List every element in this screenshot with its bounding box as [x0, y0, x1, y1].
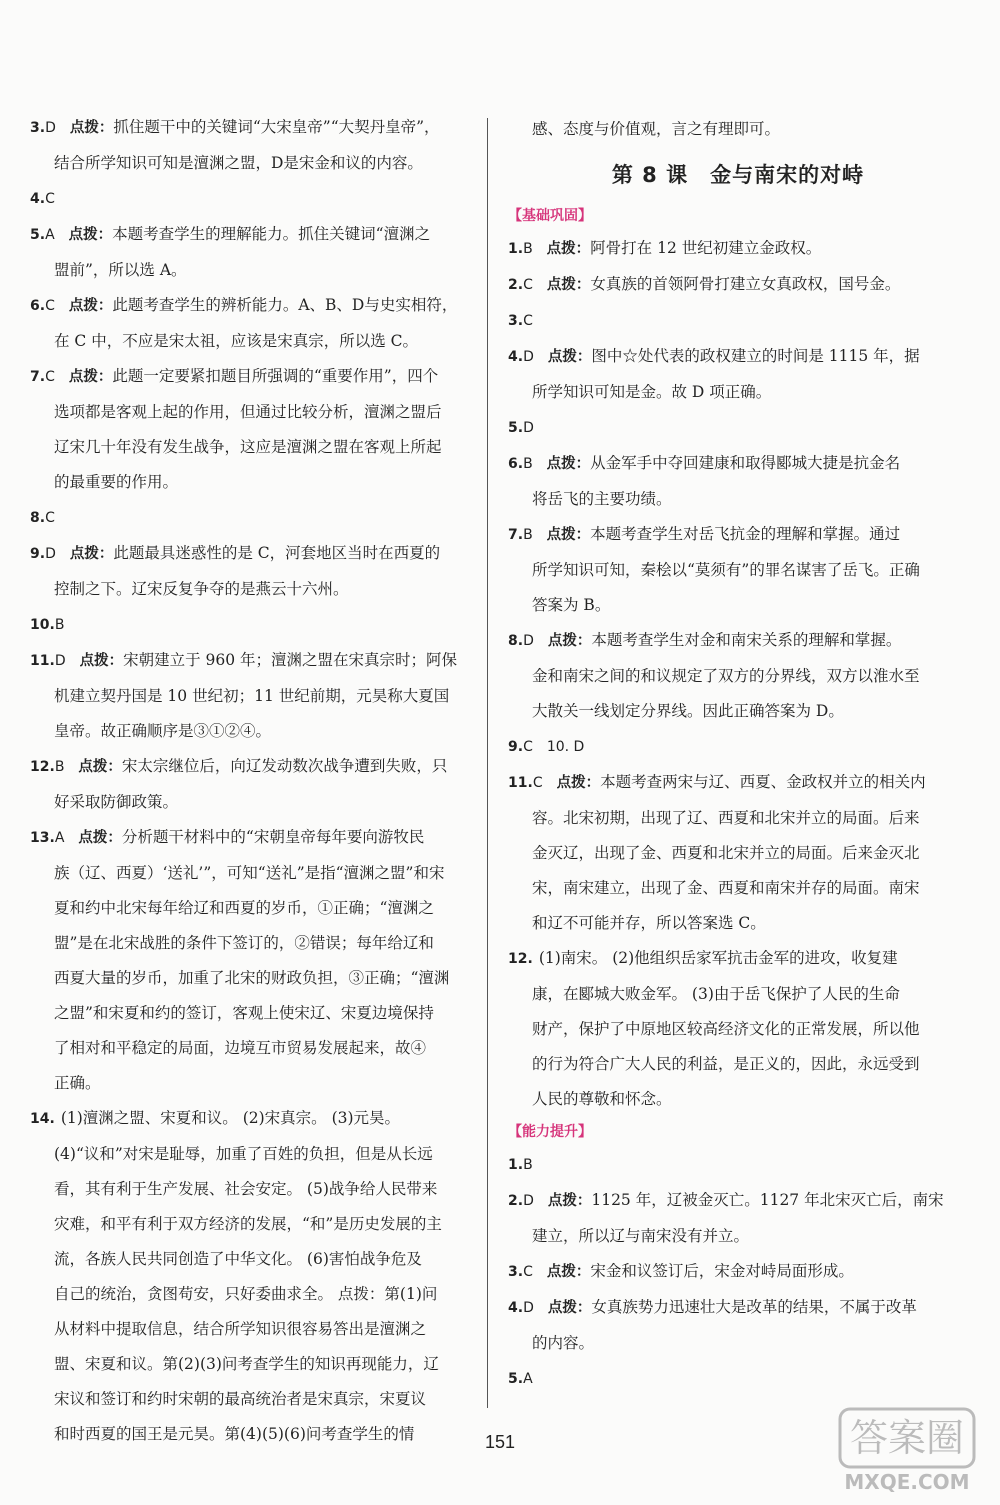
item-answer: B	[523, 456, 533, 472]
explanation-line: 所学知识可知是金。故 D 项正确。	[532, 383, 772, 401]
answer-item	[30, 749, 466, 820]
item-number: 3.	[508, 1264, 524, 1280]
hint-label: 点拨：	[546, 1264, 591, 1280]
explanation-line: 和时西夏的国王是元昊。第(4)(5)(6)问考查学生的情	[54, 1425, 415, 1443]
section-advanced: 【能力提升】	[508, 1124, 592, 1140]
answer-item	[30, 820, 466, 1101]
explanation-line: 宋，南宋建立，出现了金、西夏和南宋并存的局面。南宋	[532, 879, 920, 897]
item-answer: D	[523, 1193, 534, 1209]
answer-item	[508, 941, 968, 1117]
item-number: 10.	[30, 617, 55, 633]
item-number: 1.	[508, 1157, 524, 1173]
answer-item	[30, 500, 466, 536]
item-answer: B	[523, 527, 533, 543]
page-number: 151	[484, 1432, 516, 1452]
answer-item	[30, 1101, 466, 1452]
explanation-line: (1)南宋。 (2)他组织岳家军抗击金军的进攻，收复建	[538, 949, 898, 967]
explanation-line: 答案为 B。	[532, 596, 611, 614]
explanation-line: 所学知识可知，秦桧以“莫须有”的罪名谋害了岳飞。正确	[532, 561, 920, 579]
hint-label: 点拨：	[547, 349, 592, 365]
item-answer: C	[45, 369, 55, 385]
item-answer: B	[54, 759, 65, 775]
explanation-line: 宋太宗继位后，向辽发动数次战争遭到失败，只	[121, 757, 448, 775]
watermark-top-text: 答案圈	[849, 1416, 965, 1460]
column-divider	[487, 118, 488, 1408]
explanation-line: 结合所学知识可知是澶渊之盟，D是宋金和议的内容。	[54, 154, 423, 172]
hint-label: 点拨：	[68, 298, 113, 314]
hint-label: 点拨：	[68, 369, 113, 385]
explanation-line: 此题考查学生的辨析能力。A、B、D与史实相符，	[112, 296, 458, 314]
answer-item	[508, 410, 968, 446]
item-number: 2.	[508, 1193, 524, 1209]
hint-label: 点拨：	[79, 653, 124, 669]
item-answer: B	[54, 617, 65, 633]
item-answer: C	[45, 191, 55, 207]
item-number: 8.	[30, 510, 46, 526]
explanation-line: (1)澶渊之盟、宋夏和议。 (2)宋真宗。 (3)元昊。	[60, 1109, 401, 1127]
answer-item	[30, 181, 466, 217]
item-answer: C	[532, 775, 543, 791]
hint-label: 点拨：	[547, 633, 592, 649]
item-number: 5.	[508, 1371, 524, 1387]
item-answer: C	[45, 298, 55, 314]
answer-item	[508, 1361, 968, 1397]
lesson-title: 第 8 课 金与南宋的对峙	[611, 163, 865, 187]
hint-label: 点拨：	[546, 527, 591, 543]
explanation-line: 正确。	[54, 1074, 101, 1092]
explanation-line: 辽宋几十年没有发生战争，这应是澶渊之盟在客观上所起	[54, 438, 442, 456]
item-answer: D	[523, 349, 534, 365]
explanation-line: 自己的统治，贪图苟安，只好委曲求全。 点拨：第(1)问	[54, 1285, 438, 1303]
explanation-line: 女真族的首领阿骨打建立女真政权，国号金。	[590, 275, 901, 293]
answer-item	[30, 536, 466, 607]
answer-item	[508, 623, 968, 729]
explanation-line: 此题一定要紧扣题目所强调的“重要作用”，四个	[112, 367, 439, 385]
explanation-line: 本题考查学生对金和南宋关系的理解和掌握。	[591, 631, 902, 649]
left-column	[30, 110, 466, 1452]
item-number: 4.	[508, 349, 524, 365]
hint-label: 点拨：	[556, 775, 601, 791]
explanation-line: 机建立契丹国是 10 世纪初；11 世纪前期，元昊称大夏国	[54, 687, 450, 705]
answer-item	[508, 446, 968, 517]
explanation-line: 西夏大量的岁币，加重了北宋的财政负担，③正确；“澶渊	[54, 969, 450, 987]
explanation-line: 此题最具迷惑性的是 C，河套地区当时在西夏的	[113, 544, 441, 562]
item-number: 9.	[508, 739, 524, 755]
explanation-line: 从材料中提取信息，结合所学知识很容易答出是澶渊之	[54, 1320, 427, 1338]
answer-item	[508, 1290, 968, 1361]
explanation-line: 在 C 中，不应是宋太祖，应该是宋真宗，所以选 C。	[54, 332, 419, 350]
item-number: 7.	[30, 369, 46, 385]
item-answer: D	[523, 1300, 534, 1316]
explanation-line: 1125 年，辽被金灭亡。1127 年北宋灭亡后，南宋	[591, 1191, 944, 1209]
answer-item	[30, 217, 466, 288]
answer-item	[508, 1183, 968, 1254]
item-number: 5.	[30, 227, 46, 243]
item-number: 8.	[508, 633, 524, 649]
explanation-line: 流，各族人民共同创造了中华文化。 (6)害怕战争危及	[54, 1250, 422, 1268]
hint-label: 点拨：	[68, 227, 113, 243]
explanation-line: 灾难，和平有利于双方经济的发展，“和”是历史发展的主	[54, 1215, 442, 1233]
item-number: 5.	[508, 420, 524, 436]
explanation-line: 宋议和签订和约时宋朝的最高统治者是宋真宗，宋夏议	[54, 1390, 427, 1408]
item-number: 1.	[508, 241, 524, 257]
hint-label: 点拨：	[546, 277, 591, 293]
hint-label: 点拨：	[547, 1193, 592, 1209]
explanation-line: 好采取防御政策。	[54, 793, 179, 811]
explanation-line: 控制之下。辽宋反复争夺的是燕云十六州。	[54, 580, 349, 598]
answer-item	[508, 1147, 968, 1183]
item-number: 14.	[30, 1111, 55, 1127]
item-number: 6.	[30, 298, 46, 314]
explanation-line: 宋朝建立于 960 年；澶渊之盟在宋真宗时；阿保	[123, 651, 458, 669]
explanation-line: 本题考查学生的理解能力。抓住关键词“澶渊之	[112, 225, 431, 243]
item-number: 11.	[508, 775, 533, 791]
item-number: 12.	[30, 759, 55, 775]
hint-label: 点拨：	[547, 1300, 592, 1316]
item-answer: B	[523, 1157, 533, 1173]
item-number: 3.	[508, 313, 524, 329]
watermark-bottom-text: MXQE.COM	[844, 1470, 970, 1494]
explanation-line: 女真族势力迅速壮大是改革的结果，不属于改革	[591, 1298, 917, 1316]
item-number: 4.	[30, 191, 46, 207]
hint-label: 点拨：	[546, 241, 591, 257]
explanation-line: 康，在郾城大败金军。 (3)由于岳飞保护了人民的生命	[532, 985, 900, 1003]
explanation-line: 抓住题干中的关键词“大宋皇帝”“大契丹皇帝”，	[113, 118, 440, 136]
item-number: 4.	[508, 1300, 524, 1316]
watermark-logo	[832, 1405, 982, 1495]
explanation-line: 的行为符合广大人民的利益，是正义的，因此，永远受到	[532, 1055, 920, 1073]
item-number: 13.	[30, 830, 55, 846]
answer-item	[30, 359, 466, 500]
explanation-line: 本题考查学生对岳飞抗金的理解和掌握。通过	[590, 525, 901, 543]
right-column	[508, 112, 968, 1397]
item-number: 11.	[30, 653, 55, 669]
answer-item	[30, 110, 466, 181]
hint-label: 点拨：	[69, 546, 114, 562]
explanation-line: 盟前”，所以选 A。	[54, 261, 187, 279]
section-basic: 【基础巩固】	[508, 208, 592, 224]
explanation-line: 的最重要的作用。	[54, 473, 179, 491]
explanation-line: 容。北宋初期，出现了辽、西夏和北宋并立的局面。后来	[532, 809, 920, 827]
item-answer: D	[523, 420, 534, 436]
item-number: 3.	[30, 120, 46, 136]
basic-items	[508, 231, 968, 1117]
explanation-line: 人民的尊敬和怀念。	[532, 1090, 672, 1108]
explanation-line: 从金军手中夺回建康和取得郾城大捷是抗金名	[590, 454, 901, 472]
item-number: 6.	[508, 456, 524, 472]
answer-item	[508, 267, 968, 303]
item-answer: C	[523, 277, 533, 293]
explanation-line: 之盟”和宋夏和约的签订，客观上使宋辽、宋夏边境保持	[54, 1004, 434, 1022]
explanation-line: 本题考查两宋与辽、西夏、金政权并立的相关内	[600, 773, 926, 791]
continued-text: 感、态度与价值观，言之有理即可。	[532, 120, 781, 138]
explanation-line: 建立，所以辽与南宋没有并立。	[532, 1227, 750, 1245]
item-number: 7.	[508, 527, 524, 543]
hint-label: 点拨：	[69, 120, 114, 136]
explanation-line: 选项都是客观上起的作用，但通过比较分析，澶渊之盟后	[54, 403, 442, 421]
answer-item	[508, 303, 968, 339]
explanation-line: 了相对和平稳定的局面，边境互市贸易发展起来，故④	[54, 1039, 427, 1057]
explanation-line: 和辽不可能并存，所以答案选 C。	[532, 914, 766, 932]
explanation-line: 将岳飞的主要功绩。	[532, 490, 672, 508]
answer-item	[508, 1254, 968, 1290]
explanation-line: 宋金和议签订后，宋金对峙局面形成。	[590, 1262, 854, 1280]
item-answer: D	[523, 633, 534, 649]
answer-item	[508, 765, 968, 941]
explanation-line: 族（辽、西夏）‘送礼’”，可知“送礼”是指“澶渊之盟”和宋	[54, 864, 445, 882]
explanation-line: (4)“议和”对宋是耻辱，加重了百姓的负担，但是从长远	[54, 1145, 433, 1163]
item-answer: C	[45, 510, 55, 526]
item-number: 12.	[508, 951, 533, 967]
item-number: 9.	[30, 546, 46, 562]
explanation-line: 财产，保护了中原地区较高经济文化的正常发展，所以他	[532, 1020, 920, 1038]
explanation-line: 盟、宋夏和议。第(2)(3)问考查学生的知识再现能力，辽	[54, 1355, 439, 1373]
item-answer: C	[523, 1264, 533, 1280]
explanation-line: 夏和约中北宋每年给辽和西夏的岁币，①正确；“澶渊之	[54, 899, 434, 917]
explanation-line: 图中☆处代表的政权建立的时间是 1115 年，据	[591, 347, 920, 365]
hint-label: 点拨：	[546, 456, 591, 472]
item-answer: D	[54, 653, 66, 669]
item-answer: D	[45, 546, 56, 562]
item-answer: C 10. D	[523, 739, 585, 755]
item-number: 2.	[508, 277, 524, 293]
answer-item	[508, 517, 968, 623]
explanation-line: 皇帝。故正确顺序是③①②④。	[54, 722, 272, 740]
item-answer: A	[523, 1371, 533, 1387]
item-answer: B	[523, 241, 533, 257]
explanation-line: 分析题干材料中的“宋朝皇帝每年要向游牧民	[121, 828, 425, 846]
item-answer: A	[45, 227, 55, 243]
explanation-line: 的内容。	[532, 1334, 595, 1352]
explanation-line: 大散关一线划定分界线。因此正确答案为 D。	[532, 702, 844, 720]
hint-label: 点拨：	[78, 830, 122, 846]
explanation-line: 看，其有利于生产发展、社会安定。 (5)战争给人民带来	[54, 1180, 438, 1198]
item-answer: A	[54, 830, 65, 846]
hint-label: 点拨：	[78, 759, 122, 775]
answer-item	[508, 729, 968, 765]
answer-item	[508, 339, 968, 410]
advanced-items	[508, 1147, 968, 1397]
answer-item	[508, 231, 968, 267]
answer-item	[30, 288, 466, 359]
answer-item	[30, 607, 466, 643]
explanation-line: 金灭辽，出现了金、西夏和北宋并立的局面。后来金灭北	[532, 844, 920, 862]
explanation-line: 盟”是在北宋战胜的条件下签订的，②错误；每年给辽和	[54, 934, 434, 952]
answer-item	[30, 643, 466, 749]
explanation-line: 金和南宋之间的和议规定了双方的分界线，双方以淮水至	[532, 667, 920, 685]
explanation-line: 阿骨打在 12 世纪初建立金政权。	[590, 239, 822, 257]
item-answer: C	[523, 313, 533, 329]
item-answer: D	[45, 120, 56, 136]
